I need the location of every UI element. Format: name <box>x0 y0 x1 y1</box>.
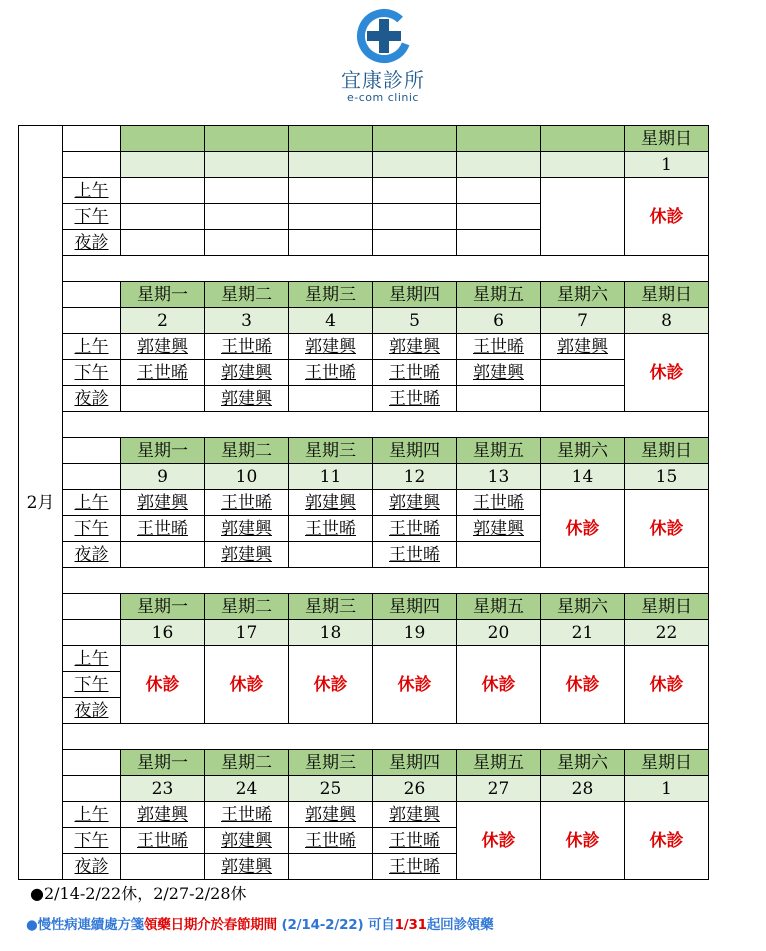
holiday-note: ●2/14-2/22休，2/27-2/28休 <box>30 884 247 903</box>
day-header: 星期二 <box>205 282 289 308</box>
doctor-cell: 郭建興 <box>289 334 373 360</box>
doctor-cell: 王世晞 <box>289 360 373 386</box>
date-cell: 2 <box>121 308 205 334</box>
day-header: 星期六 <box>541 594 625 620</box>
period-pm: 下午 <box>63 828 121 854</box>
period-night: 夜診 <box>63 386 121 412</box>
date-cell: 18 <box>289 620 373 646</box>
doctor-cell: 王世晞 <box>289 828 373 854</box>
closed-label: 休診 <box>457 646 541 724</box>
doctor-cell: 王世晞 <box>121 360 205 386</box>
closed-label: 休診 <box>205 646 289 724</box>
day-header: 星期三 <box>289 750 373 776</box>
doctor-cell: 郭建興 <box>373 802 457 828</box>
doctor-cell: 郭建興 <box>541 334 625 360</box>
date-cell: 1 <box>625 152 709 178</box>
closed-label: 休診 <box>625 490 709 568</box>
day-header: 星期三 <box>289 282 373 308</box>
closed-label: 休診 <box>457 802 541 880</box>
doctor-cell: 郭建興 <box>121 490 205 516</box>
day-header: 星期日 <box>625 750 709 776</box>
date-cell: 27 <box>457 776 541 802</box>
day-header: 星期六 <box>541 282 625 308</box>
closed-label: 休診 <box>541 490 625 568</box>
doctor-cell: 王世晞 <box>457 334 541 360</box>
day-header: 星期三 <box>289 438 373 464</box>
doctor-cell: 王世晞 <box>121 516 205 542</box>
doctor-cell: 郭建興 <box>457 516 541 542</box>
period-night: 夜診 <box>63 698 121 724</box>
day-header: 星期三 <box>289 594 373 620</box>
date-cell: 6 <box>457 308 541 334</box>
date-cell: 23 <box>121 776 205 802</box>
date-cell: 25 <box>289 776 373 802</box>
day-header: 星期二 <box>205 750 289 776</box>
doctor-cell: 王世晞 <box>373 828 457 854</box>
day-header: 星期日 <box>625 438 709 464</box>
closed-label: 休診 <box>625 178 709 256</box>
date-cell: 20 <box>457 620 541 646</box>
closed-label: 休診 <box>541 802 625 880</box>
doctor-cell: 郭建興 <box>373 490 457 516</box>
date-cell: 5 <box>373 308 457 334</box>
date-cell: 24 <box>205 776 289 802</box>
day-header: 星期四 <box>373 750 457 776</box>
doctor-cell: 王世晞 <box>205 802 289 828</box>
day-header: 星期一 <box>121 282 205 308</box>
period-am: 上午 <box>63 490 121 516</box>
prescription-note: ●慢性病連續處方箋領藥日期介於春節期間 (2/14-2/22) 可自1/31起回診領藥 <box>26 917 494 933</box>
clinic-english-name: e-com clinic <box>347 91 419 104</box>
day-header: 星期二 <box>205 438 289 464</box>
doctor-cell: 王世晞 <box>373 542 457 568</box>
period-am: 上午 <box>63 334 121 360</box>
date-cell: 17 <box>205 620 289 646</box>
doctor-cell: 郭建興 <box>373 334 457 360</box>
day-header: 星期五 <box>457 750 541 776</box>
doctor-cell: 郭建興 <box>205 516 289 542</box>
doctor-cell: 郭建興 <box>121 802 205 828</box>
clinic-e-plus-icon <box>356 8 412 64</box>
day-header: 星期四 <box>373 594 457 620</box>
day-header: 星期一 <box>121 750 205 776</box>
doctor-cell: 王世晞 <box>373 386 457 412</box>
day-header: 星期五 <box>457 438 541 464</box>
date-cell: 16 <box>121 620 205 646</box>
period-pm: 下午 <box>63 672 121 698</box>
day-header: 星期六 <box>541 750 625 776</box>
date-cell: 10 <box>205 464 289 490</box>
doctor-cell: 王世晞 <box>373 360 457 386</box>
doctor-cell: 郭建興 <box>121 334 205 360</box>
date-cell: 15 <box>625 464 709 490</box>
doctor-cell: 郭建興 <box>289 490 373 516</box>
date-cell: 8 <box>625 308 709 334</box>
date-cell: 9 <box>121 464 205 490</box>
doctor-cell: 王世晞 <box>457 490 541 516</box>
doctor-cell: 王世晞 <box>373 854 457 880</box>
date-cell: 14 <box>541 464 625 490</box>
closed-label: 休診 <box>373 646 457 724</box>
closed-label: 休診 <box>625 802 709 880</box>
date-cell: 13 <box>457 464 541 490</box>
doctor-cell: 王世晞 <box>373 516 457 542</box>
clinic-name: 宜康診所 <box>341 68 425 92</box>
date-cell: 19 <box>373 620 457 646</box>
doctor-cell: 郭建興 <box>289 802 373 828</box>
day-header: 星期一 <box>121 438 205 464</box>
day-header: 星期五 <box>457 594 541 620</box>
date-cell: 11 <box>289 464 373 490</box>
closed-label: 休診 <box>121 646 205 724</box>
closed-label: 休診 <box>625 646 709 724</box>
day-header: 星期日 <box>625 282 709 308</box>
day-header: 星期五 <box>457 282 541 308</box>
period-night: 夜診 <box>63 230 121 256</box>
date-cell: 22 <box>625 620 709 646</box>
closed-label: 休診 <box>625 334 709 412</box>
doctor-cell: 郭建興 <box>205 360 289 386</box>
period-am: 上午 <box>63 802 121 828</box>
doctor-cell: 郭建興 <box>205 542 289 568</box>
closed-label: 休診 <box>289 646 373 724</box>
day-header: 星期六 <box>541 438 625 464</box>
period-pm: 下午 <box>63 360 121 386</box>
date-cell: 28 <box>541 776 625 802</box>
period-night: 夜診 <box>63 542 121 568</box>
month-label: 2月 <box>19 126 63 880</box>
date-cell: 4 <box>289 308 373 334</box>
period-am: 上午 <box>63 178 121 204</box>
period-am: 上午 <box>63 646 121 672</box>
doctor-cell: 郭建興 <box>205 854 289 880</box>
doctor-cell: 王世晞 <box>205 490 289 516</box>
date-cell: 3 <box>205 308 289 334</box>
date-cell: 26 <box>373 776 457 802</box>
day-header: 星期四 <box>373 282 457 308</box>
clinic-logo <box>0 0 766 110</box>
doctor-cell: 王世晞 <box>205 334 289 360</box>
schedule-table <box>18 125 709 880</box>
date-cell: 7 <box>541 308 625 334</box>
closed-label: 休診 <box>541 646 625 724</box>
date-cell: 1 <box>625 776 709 802</box>
day-header: 星期四 <box>373 438 457 464</box>
day-header: 星期日 <box>625 126 709 152</box>
day-header: 星期日 <box>625 594 709 620</box>
doctor-cell: 郭建興 <box>205 386 289 412</box>
doctor-cell: 郭建興 <box>457 360 541 386</box>
period-pm: 下午 <box>63 204 121 230</box>
doctor-cell: 郭建興 <box>205 828 289 854</box>
doctor-cell: 王世晞 <box>121 828 205 854</box>
date-cell: 12 <box>373 464 457 490</box>
day-header: 星期一 <box>121 594 205 620</box>
period-night: 夜診 <box>63 854 121 880</box>
day-header: 星期二 <box>205 594 289 620</box>
date-cell: 21 <box>541 620 625 646</box>
period-pm: 下午 <box>63 516 121 542</box>
doctor-cell: 王世晞 <box>289 516 373 542</box>
